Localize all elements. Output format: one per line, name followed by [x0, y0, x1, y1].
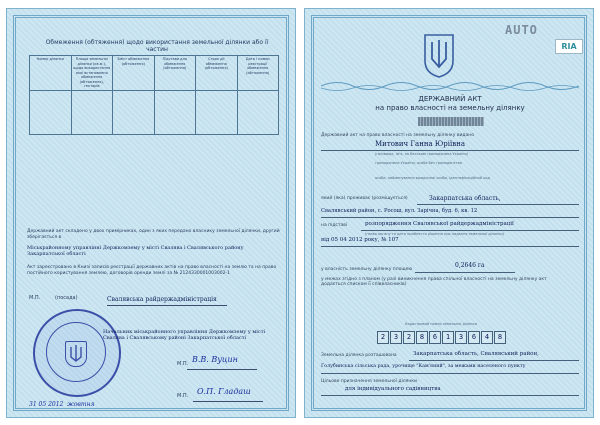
restrictions-table [29, 55, 279, 135]
purpose-label: Цільове призначення земельної ділянки [321, 379, 417, 384]
col-header-content: Зміст обмеження (обтяження) [113, 56, 155, 91]
cadastral-digit: 4 [481, 331, 493, 344]
signer-1-role: (посада) [55, 295, 78, 301]
mp-label-3: М.П. [177, 393, 189, 399]
signature-line-2 [187, 369, 257, 370]
decorative-ornament-icon [321, 79, 579, 93]
cadastral-digit: 6 [468, 331, 480, 344]
signature-line-3 [193, 401, 263, 402]
area-value: 0,2646 га [455, 262, 485, 269]
owner-name: Митович Ганна Юріївна [375, 140, 466, 148]
location-value-1: Закарпатська область, Свалявський район, [413, 351, 539, 357]
owner-underline [321, 150, 579, 151]
cadastral-label: Кадастровий номер земельної ділянки [405, 322, 477, 326]
legal-entity-note: особа, найменування юридичної особи, ідентифікаційний код [375, 176, 490, 180]
owner-note: (прізвище, ім'я, по батькові громадянина України) [375, 152, 469, 156]
col-header-plot-number: Номер ділянки [30, 56, 72, 91]
address-line2: Свалявський район, с. Росош, вул. Зарічна, буд. 6, кв. 12 [321, 208, 478, 214]
table-row [30, 90, 279, 135]
signature-line-1 [107, 305, 227, 306]
date-month: жовтня [67, 401, 95, 408]
registered-paragraph: Акт зареєстровано в Книзі записів реєстрації державних актів на право власності на землю та на право постійного користування землею, договорів оренди землі за № 2124330001003002-1 [27, 265, 277, 276]
address-underline-1 [417, 204, 579, 205]
address-region: Закарпатська область, [429, 195, 501, 202]
cadastral-digit: 3 [455, 331, 467, 344]
signature-1: В.В. Вуцин [192, 355, 238, 364]
cadastral-digit: 6 [429, 331, 441, 344]
col-header-term: Строк дії обмеження (обтяження) [196, 56, 238, 91]
location-label: Земельна ділянка розташована [321, 353, 397, 358]
mp-label-1: М.П. [29, 295, 41, 301]
location-underline-1 [409, 360, 579, 361]
handwritten-office: Міськрайонному управлінні Держкомзему у місті Свалява і Свалявського району Закарпатської області [27, 245, 244, 257]
address-underline-2 [321, 217, 579, 218]
cadastral-digit: 8 [416, 331, 428, 344]
cadastral-digit: 1 [442, 331, 454, 344]
col-header-area: Площа земельної ділянки (кв.м.), щодо використання якої встановлено обмеження (обтяження), гектарів [71, 56, 113, 91]
citizenship-note: громадянина України, особа без громадянства [375, 161, 462, 165]
compiled-paragraph: Державний акт складено у двох примірниках, один з яких передано власнику земельної ділянки, другий зберігається в [27, 229, 280, 240]
location-value-2: Голубинська сільська рада, урочище "Кам'яний", за межами населеного пункту [321, 364, 526, 369]
date-bottom: 31 05 2012 [29, 401, 64, 408]
basis-text: розпорядження Свалявської райдержадміністрації [365, 221, 514, 227]
cadastral-digit: 2 [377, 331, 389, 344]
cadastral-digit: 3 [390, 331, 402, 344]
cadastral-number-cells [377, 331, 507, 344]
watermark-badge: RIA [555, 39, 583, 54]
col-header-basis: Підстави для обмеження (обтяження) [154, 56, 196, 91]
location-underline-2 [321, 373, 579, 374]
act-title-line2: на право власності на земельну ділянку [375, 104, 525, 112]
area-underline [415, 272, 515, 273]
watermark-logo: AUTO [505, 23, 538, 37]
coat-of-arms-trident-icon [423, 31, 455, 79]
ownership-line: у власність земельну ділянку площею [321, 267, 413, 272]
mp-label-2: М.П. [177, 361, 189, 367]
issued-to-label: Державний акт на право власності на земельну ділянку видано [321, 133, 474, 138]
act-title-line1: ДЕРЖАВНИЙ АКТ [418, 95, 482, 103]
address-label: який (яка) проживає (розміщується) [321, 196, 408, 201]
date-underline [321, 246, 579, 247]
stamp-trident-icon [65, 341, 87, 367]
basis-note: (назва органу та дата прийняття рішення про надання земельної ділянки) [365, 232, 505, 236]
purpose-value: для індивідуального садівництва [345, 386, 441, 392]
serial-number-redacted [418, 117, 484, 126]
plan-note: у межах згідно з планом (у разі виникнення права спільної власності на земельну ділянку акт додається списком її співвласників) [321, 277, 547, 287]
purpose-underline [321, 395, 579, 396]
basis-underline [361, 230, 579, 231]
signature-2: О.П. Гладаш [197, 387, 251, 396]
signer-2-org: Начальник міськрайонного управління Держкомзему у місті Свалява і Свалявському районі Закарпатської області [103, 329, 266, 341]
signer-1-org: Свалявська райдержадміністрація [107, 296, 217, 303]
basis-label: на підставі [321, 223, 348, 228]
cadastral-digit: 2 [403, 331, 415, 344]
state-act-page [304, 8, 594, 418]
act-title [325, 95, 575, 113]
cadastral-digit: 8 [494, 331, 506, 344]
restrictions-title: Обмеження (обтяження) щодо використання земельної ділянки або її частин [45, 39, 269, 53]
restrictions-page [6, 8, 296, 418]
col-header-registration: Дата і номер реєстрації обмеження (обтяження) [237, 56, 279, 91]
date-number: від 05 04 2012 року, № 107 [321, 237, 399, 243]
